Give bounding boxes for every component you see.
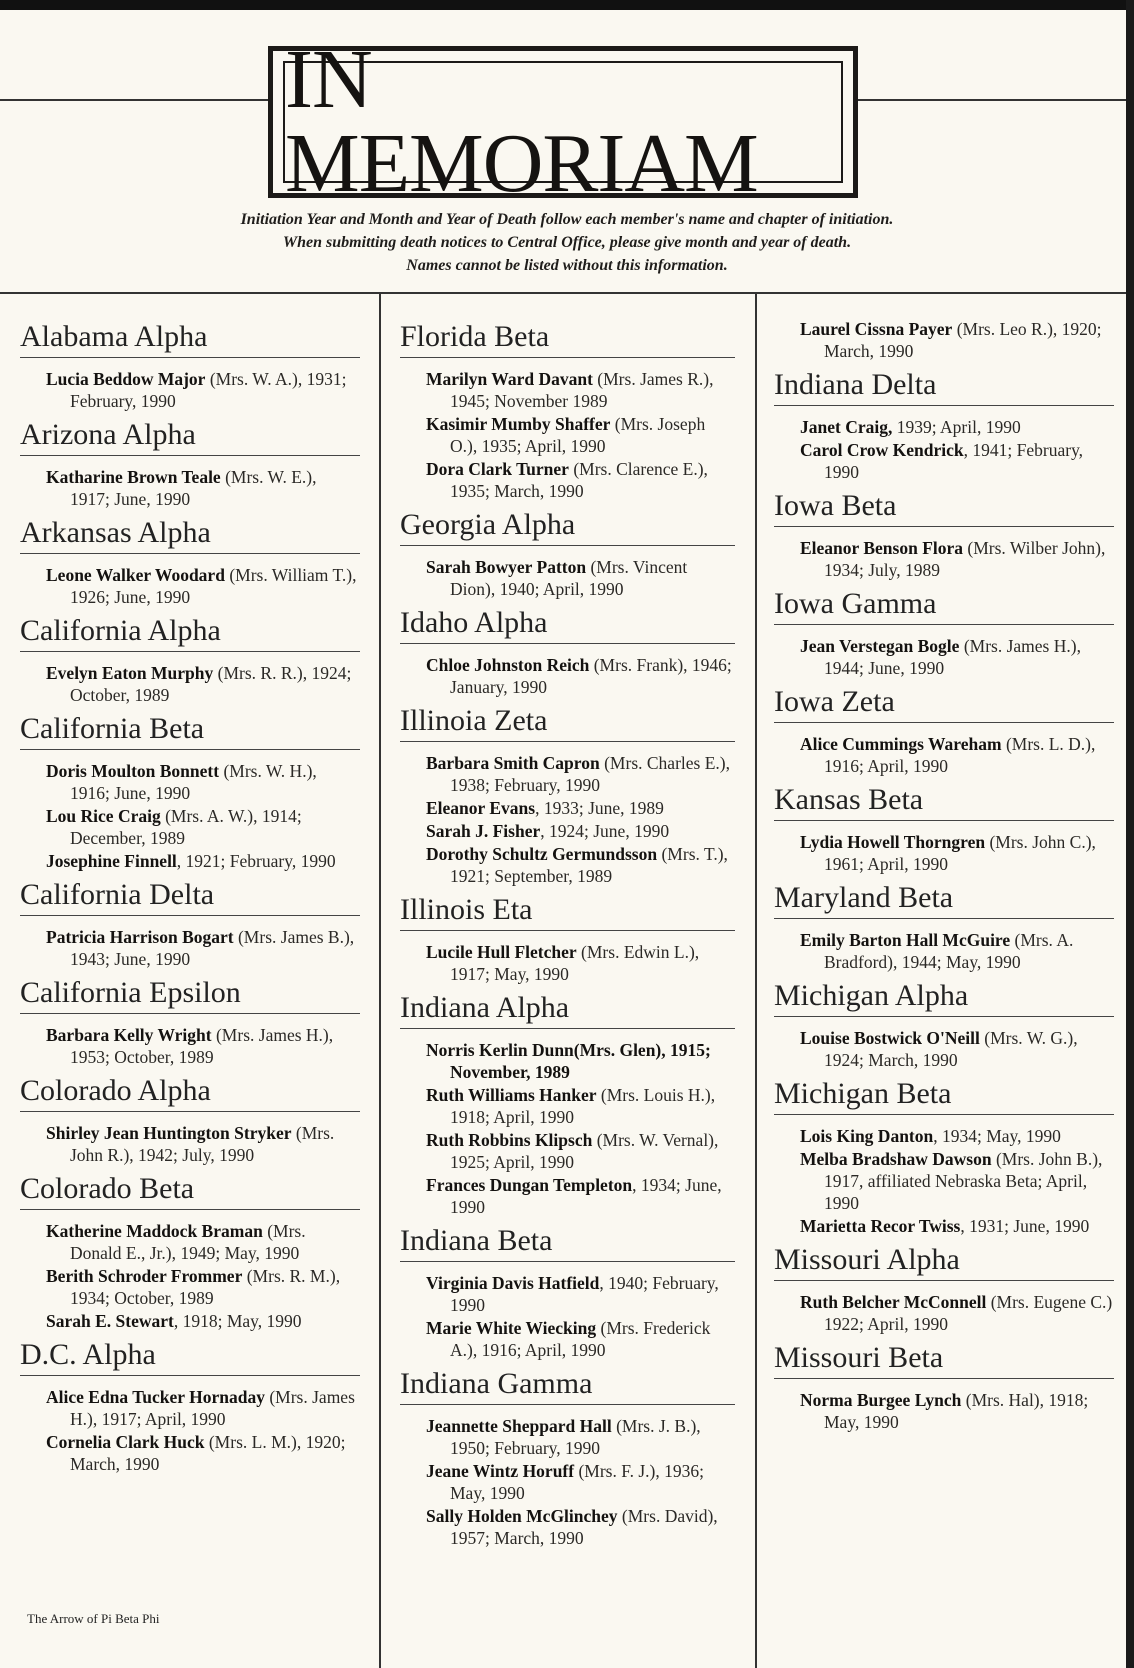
chapter-section: [20, 974, 360, 1068]
member-entry: [774, 733, 1114, 777]
member-details: (Mrs. James H.), 1944; June, 1990: [824, 636, 1081, 678]
member-details: (Mrs. Charles E.), 1938; February, 1990: [450, 753, 730, 795]
member-entry: [20, 805, 360, 849]
chapter-section: [774, 781, 1114, 875]
member-entry: [400, 654, 735, 698]
member-entry: [400, 1505, 735, 1549]
member-entry: [400, 820, 735, 842]
member-name: Katharine Brown Teale: [46, 467, 221, 487]
chapter-section: [774, 879, 1114, 973]
member-entry: [20, 926, 360, 970]
top-border: [0, 0, 1134, 10]
member-name: Marilyn Ward Davant: [426, 369, 593, 389]
member-name: Shirley Jean Huntington Stryker: [46, 1123, 292, 1143]
member-entry: [400, 752, 735, 796]
title-rule-left: [0, 99, 268, 101]
chapter-heading: Arkansas Alpha: [20, 514, 360, 554]
member-entry: [20, 1122, 360, 1166]
member-entry: [400, 1317, 735, 1361]
column-divider: [755, 294, 757, 1668]
member-entry: [400, 368, 735, 412]
member-entry: [774, 929, 1114, 973]
member-details: (Mrs. Frank), 1946; January, 1990: [450, 655, 732, 697]
publication-footer: The Arrow of Pi Beta Phi: [27, 1611, 160, 1626]
chapter-heading: Illinoia Zeta: [400, 702, 735, 742]
column-1: [20, 318, 360, 1479]
member-details: , 1940; February, 1990: [450, 1273, 719, 1315]
chapter-section: [774, 1339, 1114, 1433]
chapter-section: [20, 416, 360, 510]
member-name: Marie White Wiecking: [426, 1318, 597, 1338]
member-details: (Mrs. John C.), 1961; April, 1990: [824, 832, 1096, 874]
member-entry: [400, 556, 735, 600]
member-details: , 1921; February, 1990: [176, 851, 336, 871]
member-name: Alice Edna Tucker Hornaday: [46, 1387, 265, 1407]
member-entry: [20, 760, 360, 804]
chapter-section: [20, 612, 360, 706]
chapter-section: [400, 702, 735, 887]
intro-line: When submitting death notices to Central Office, please give month and year of death.: [282, 234, 852, 251]
member-details: , 1924; June, 1990: [540, 821, 670, 841]
chapter-section: [774, 1241, 1114, 1335]
member-details: , 1933; June, 1989: [535, 798, 664, 818]
member-name: Lydia Howell Thorngren: [800, 832, 986, 852]
member-details: (Mrs. Leo R.), 1920; March, 1990: [824, 319, 1102, 361]
chapter-section: [400, 604, 735, 698]
member-name: Eleanor Benson Flora: [800, 538, 964, 558]
chapter-section: [400, 506, 735, 600]
column-divider: [379, 294, 381, 1668]
member-name: Laurel Cissna Payer: [800, 319, 953, 339]
member-entry: [20, 850, 360, 872]
member-entry: [20, 368, 360, 412]
member-name: Leone Walker Woodard: [46, 565, 225, 585]
member-entry: [20, 1220, 360, 1264]
member-entry: [400, 1460, 735, 1504]
member-details: , 1931; June, 1990: [960, 1216, 1090, 1236]
title-frame: [268, 33, 858, 210]
chapter-section: [400, 989, 735, 1218]
page-title: IN MEMORIAM: [285, 33, 758, 210]
member-details: (Mrs. Eugene C.) 1922; April, 1990: [824, 1292, 1113, 1334]
member-entry: [400, 1084, 735, 1128]
member-details: (Mrs. F. J.), 1936; May, 1990: [450, 1461, 704, 1503]
member-name: Norma Burgee Lynch: [800, 1390, 962, 1410]
member-entry: [774, 1291, 1114, 1335]
chapter-heading: Indiana Gamma: [400, 1365, 735, 1405]
member-details: , 1918; May, 1990: [173, 1311, 302, 1331]
member-details: (Mrs. James H.), 1917; April, 1990: [70, 1387, 355, 1429]
member-entry: [20, 1310, 360, 1332]
member-details: (Mrs. Hal), 1918; May, 1990: [824, 1390, 1089, 1432]
member-name: Virginia Davis Hatfield: [426, 1273, 600, 1293]
member-entry: [20, 1386, 360, 1430]
member-details: (Mrs. R. M.), 1934; October, 1989: [70, 1266, 341, 1308]
member-name: Norris Kerlin Dunn(Mrs. Glen), 1915; November, 1989: [426, 1040, 711, 1082]
member-name: Frances Dungan Templeton: [426, 1175, 633, 1195]
chapter-section: [20, 1072, 360, 1166]
member-name: Berith Schroder Frommer: [46, 1266, 243, 1286]
member-details: (Mrs. Vincent Dion), 1940; April, 1990: [450, 557, 688, 599]
chapter-heading: Florida Beta: [400, 318, 735, 358]
member-name: Ruth Williams Hanker: [426, 1085, 597, 1105]
member-details: (Mrs. W. E.), 1917; June, 1990: [70, 467, 317, 509]
member-details: (Mrs. Donald E., Jr.), 1949; May, 1990: [70, 1221, 306, 1263]
member-details: (Mrs. L. M.), 1920; March, 1990: [70, 1432, 346, 1474]
chapter-section: [774, 585, 1114, 679]
chapter-heading: Indiana Delta: [774, 366, 1114, 406]
member-name: Marietta Recor Twiss: [800, 1216, 961, 1236]
chapter-section: [20, 710, 360, 872]
member-name: Lucile Hull Fletcher: [426, 942, 577, 962]
member-name: Ruth Belcher McConnell: [800, 1292, 987, 1312]
chapter-section: [20, 876, 360, 970]
chapter-heading: Iowa Zeta: [774, 683, 1114, 723]
member-entry: [400, 1272, 735, 1316]
member-details: , 1934; June, 1990: [450, 1175, 722, 1217]
chapter-section: [774, 366, 1114, 483]
member-entry: [774, 439, 1114, 483]
member-details: (Mrs. Clarence E.), 1935; March, 1990: [450, 459, 708, 501]
member-entry: [20, 662, 360, 706]
member-entry: [20, 1265, 360, 1309]
chapter-heading: Illinois Eta: [400, 891, 735, 931]
member-details: (Mrs. James R.), 1945; November 1989: [450, 369, 714, 411]
member-entry: [400, 1039, 735, 1083]
member-details: (Mrs. R. R.), 1924; October, 1989: [70, 663, 352, 705]
chapter-heading: Iowa Beta: [774, 487, 1114, 527]
member-details: (Mrs. John R.), 1942; July, 1990: [70, 1123, 335, 1165]
member-name: Evelyn Eaton Murphy: [46, 663, 214, 683]
member-name: Jean Verstegan Bogle: [800, 636, 960, 656]
member-name: Josephine Finnell: [46, 851, 177, 871]
member-entry: [20, 466, 360, 510]
chapter-section: [774, 1075, 1114, 1237]
chapter-heading: Idaho Alpha: [400, 604, 735, 644]
member-name: Sarah J. Fisher: [426, 821, 541, 841]
member-entry: [400, 1174, 735, 1218]
chapter-heading: Indiana Alpha: [400, 989, 735, 1029]
member-details: (Mrs. W. A.), 1931; February, 1990: [70, 369, 347, 411]
member-details: (Mrs. Wilber John), 1934; July, 1989: [824, 538, 1106, 580]
member-details: (Mrs. Edwin L.), 1917; May, 1990: [450, 942, 700, 984]
member-name: Alice Cummings Wareham: [800, 734, 1002, 754]
member-entry: [20, 564, 360, 608]
chapter-heading: California Alpha: [20, 612, 360, 652]
chapter-heading: Arizona Alpha: [20, 416, 360, 456]
member-name: Carol Crow Kendrick: [800, 440, 964, 460]
chapter-heading: Colorado Beta: [20, 1170, 360, 1210]
chapter-section: [774, 487, 1114, 581]
member-name: Barbara Smith Capron: [426, 753, 600, 773]
member-details: (Mrs. William T.), 1926; June, 1990: [70, 565, 357, 607]
intro-line: Names cannot be listed without this information.: [406, 257, 728, 274]
member-details: (Mrs. Frederick A.), 1916; April, 1990: [450, 1318, 711, 1360]
member-entry: [20, 1431, 360, 1475]
member-entry: [400, 797, 735, 819]
chapter-heading: Michigan Alpha: [774, 977, 1114, 1017]
chapter-section: [400, 891, 735, 985]
member-details: (Mrs. J. B.), 1950; February, 1990: [450, 1416, 701, 1458]
member-name: Dora Clark Turner: [426, 459, 569, 479]
chapter-heading: Indiana Beta: [400, 1222, 735, 1262]
member-name: Sally Holden McGlinchey: [426, 1506, 618, 1526]
member-entry: [774, 1389, 1114, 1433]
chapter-heading: D.C. Alpha: [20, 1336, 360, 1376]
member-details: (Mrs. W. Vernal), 1925; April, 1990: [450, 1130, 719, 1172]
chapter-heading: California Delta: [20, 876, 360, 916]
chapter-section: [400, 318, 735, 502]
chapter-heading: Michigan Beta: [774, 1075, 1114, 1115]
member-name: Janet Craig,: [800, 417, 893, 437]
member-name: Patricia Harrison Bogart: [46, 927, 234, 947]
member-name: Ruth Robbins Klipsch: [426, 1130, 593, 1150]
member-name: Lois King Danton: [800, 1126, 934, 1146]
chapter-section: [774, 683, 1114, 777]
chapter-heading: California Epsilon: [20, 974, 360, 1014]
member-name: Louise Bostwick O'Neill: [800, 1028, 980, 1048]
chapter-heading: California Beta: [20, 710, 360, 750]
member-name: Cornelia Clark Huck: [46, 1432, 205, 1452]
intro-notice: [0, 208, 1134, 277]
member-details: (Mrs. James H.), 1953; October, 1989: [70, 1025, 334, 1067]
member-entry: [400, 1129, 735, 1173]
member-name: Kasimir Mumby Shaffer: [426, 414, 611, 434]
chapter-section: [20, 1170, 360, 1332]
member-entry: [400, 458, 735, 502]
member-details: (Mrs. David), 1957; March, 1990: [450, 1506, 718, 1548]
member-entry: [774, 537, 1114, 581]
member-name: Sarah Bowyer Patton: [426, 557, 587, 577]
chapter-section: [400, 1222, 735, 1361]
member-entry: [400, 1415, 735, 1459]
member-entry: [774, 1215, 1114, 1237]
member-details: (Mrs. Joseph O.), 1935; April, 1990: [450, 414, 706, 456]
member-entry: [20, 1024, 360, 1068]
member-details: , 1941; February, 1990: [824, 440, 1084, 482]
member-entry: [774, 831, 1114, 875]
chapter-section: [400, 1365, 735, 1549]
chapter-heading: Alabama Alpha: [20, 318, 360, 358]
member-details: (Mrs. Louis H.), 1918; April, 1990: [450, 1085, 716, 1127]
chapter-heading: Missouri Beta: [774, 1339, 1114, 1379]
member-name: Jeane Wintz Horuff: [426, 1461, 575, 1481]
member-name: Lucia Beddow Major: [46, 369, 206, 389]
chapter-heading: Iowa Gamma: [774, 585, 1114, 625]
member-details: (Mrs. L. D.), 1916; April, 1990: [824, 734, 1096, 776]
member-details: (Mrs. James B.), 1943; June, 1990: [70, 927, 355, 969]
member-name: Barbara Kelly Wright: [46, 1025, 212, 1045]
member-details: (Mrs. A. Bradford), 1944; May, 1990: [824, 930, 1074, 972]
member-name: Eleanor Evans: [426, 798, 536, 818]
member-details: (Mrs. A. W.), 1914; December, 1989: [70, 806, 302, 848]
member-details: (Mrs. T.), 1921; September, 1989: [450, 844, 728, 886]
title-inner-frame: [283, 33, 843, 210]
member-details: , 1934; May, 1990: [933, 1126, 1061, 1146]
chapter-heading: Georgia Alpha: [400, 506, 735, 546]
member-entry: [400, 843, 735, 887]
header-rule: [0, 292, 1126, 294]
member-entry: [400, 941, 735, 985]
member-name: Jeannette Sheppard Hall: [426, 1416, 612, 1436]
intro-line: Initiation Year and Month and Year of Death follow each member's name and chapter of initiation.: [240, 211, 894, 228]
chapter-section: [20, 514, 360, 608]
member-entry: [774, 1027, 1114, 1071]
title-rule-right: [858, 99, 1126, 101]
chapter-heading: Missouri Alpha: [774, 1241, 1114, 1281]
member-name: Dorothy Schultz Germundsson: [426, 844, 658, 864]
member-name: Doris Moulton Bonnett: [46, 761, 220, 781]
chapter-section: [20, 318, 360, 412]
member-entry: [774, 1148, 1114, 1214]
chapter-section: [774, 318, 1114, 362]
member-name: Chloe Johnston Reich: [426, 655, 590, 675]
member-name: Lou Rice Craig: [46, 806, 161, 826]
member-entry: [774, 318, 1114, 362]
column-3: [774, 318, 1114, 1437]
member-name: Melba Bradshaw Dawson: [800, 1149, 992, 1169]
member-entry: [774, 1125, 1114, 1147]
member-entry: [400, 413, 735, 457]
chapter-heading: Colorado Alpha: [20, 1072, 360, 1112]
member-details: 1939; April, 1990: [892, 417, 1021, 437]
member-details: (Mrs. John B.), 1917, affiliated Nebraska Beta; April, 1990: [824, 1149, 1103, 1213]
member-entry: [774, 635, 1114, 679]
member-name: Sarah E. Stewart: [46, 1311, 174, 1331]
member-name: Emily Barton Hall McGuire: [800, 930, 1011, 950]
chapter-heading: Maryland Beta: [774, 879, 1114, 919]
chapter-section: [20, 1336, 360, 1475]
member-details: (Mrs. W. H.), 1916; June, 1990: [70, 761, 317, 803]
member-name: Katherine Maddock Braman: [46, 1221, 263, 1241]
chapter-heading: Kansas Beta: [774, 781, 1114, 821]
member-details: (Mrs. W. G.), 1924; March, 1990: [824, 1028, 1078, 1070]
column-2: [400, 318, 735, 1553]
member-entry: [774, 416, 1114, 438]
chapter-section: [774, 977, 1114, 1071]
